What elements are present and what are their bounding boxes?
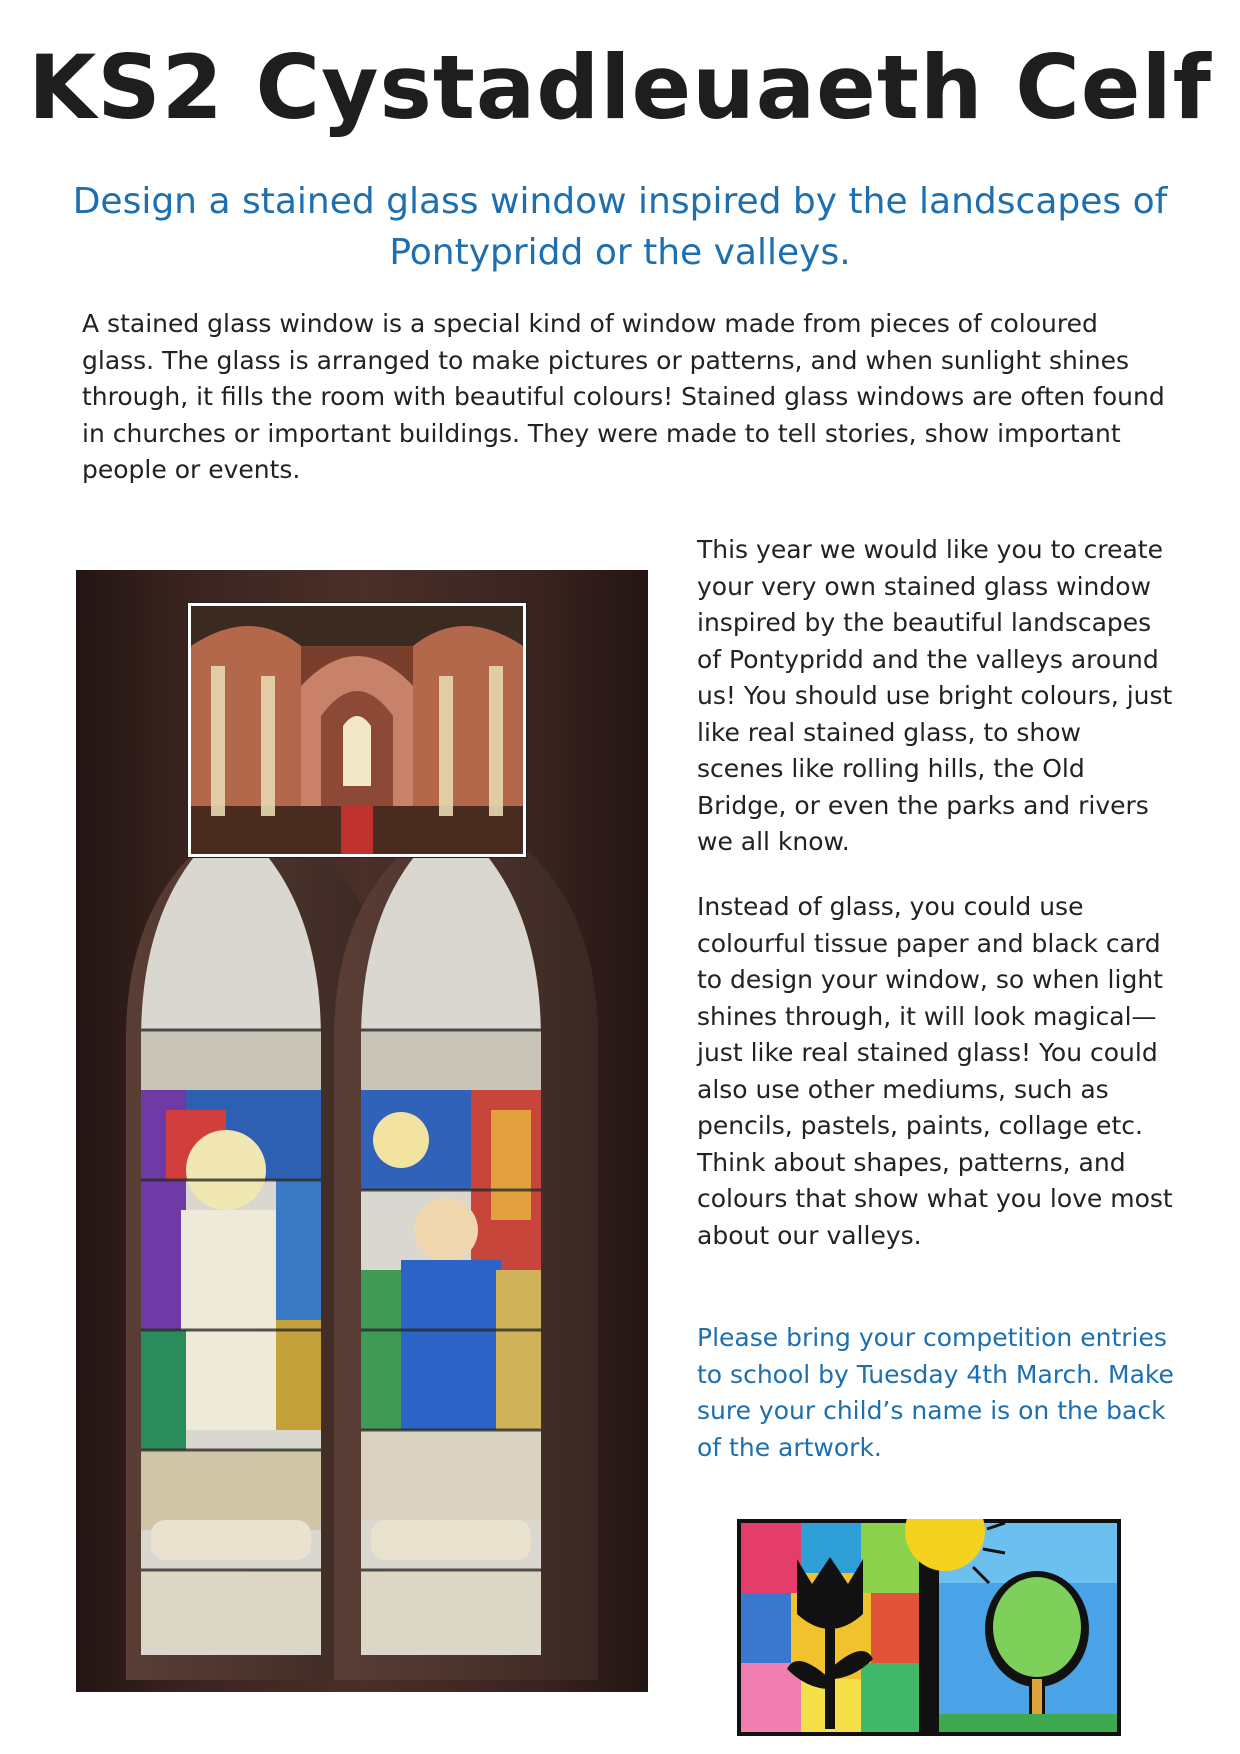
paragraph-deadline: Please bring your competition entries to school by Tuesday 4th March. Make sure your child’s name is on the back of the artwork. (697, 1323, 1174, 1462)
paragraph-materials: Instead of glass, you could use colourful tissue paper and black card to design your window, so when light shines through, it will look magical—just like real stained glass! You could also use other mediums, such as pencils, pastels, paints, collage etc. Think about shapes, patterns, and colours that show what you love most about our valleys. (697, 892, 1173, 1250)
tulip-artwork (741, 1523, 919, 1732)
page-title: KS2 Cystadleuaeth Celf (28, 36, 1212, 139)
example-artworks-photo (737, 1519, 1121, 1736)
intro-paragraph: A stained glass window is a special kind of window made from pieces of coloured glass. The glass is arranged to make pictures or patterns, and when sunlight shines through, it fills the room with beautiful colours! Stained glass windows are often found in churches or important buildings. They were made to tell stories, show important people or events. (82, 309, 1165, 484)
left-lancet (141, 820, 321, 1655)
subtitle: Design a stained glass window inspired by the landscapes of Pontypridd or the valleys. (72, 181, 1168, 273)
paragraph-instructions: This year we would like you to create your very own stained glass window inspired by the beautiful landscapes of Pontypridd and the valleys around us! You should use bright colours, just like real stained glass, to show scenes like rolling hills, the Old Bridge, or even the parks and rivers we all know. (697, 535, 1173, 856)
right-lancet (361, 820, 541, 1655)
church-interior-photo (188, 603, 526, 857)
